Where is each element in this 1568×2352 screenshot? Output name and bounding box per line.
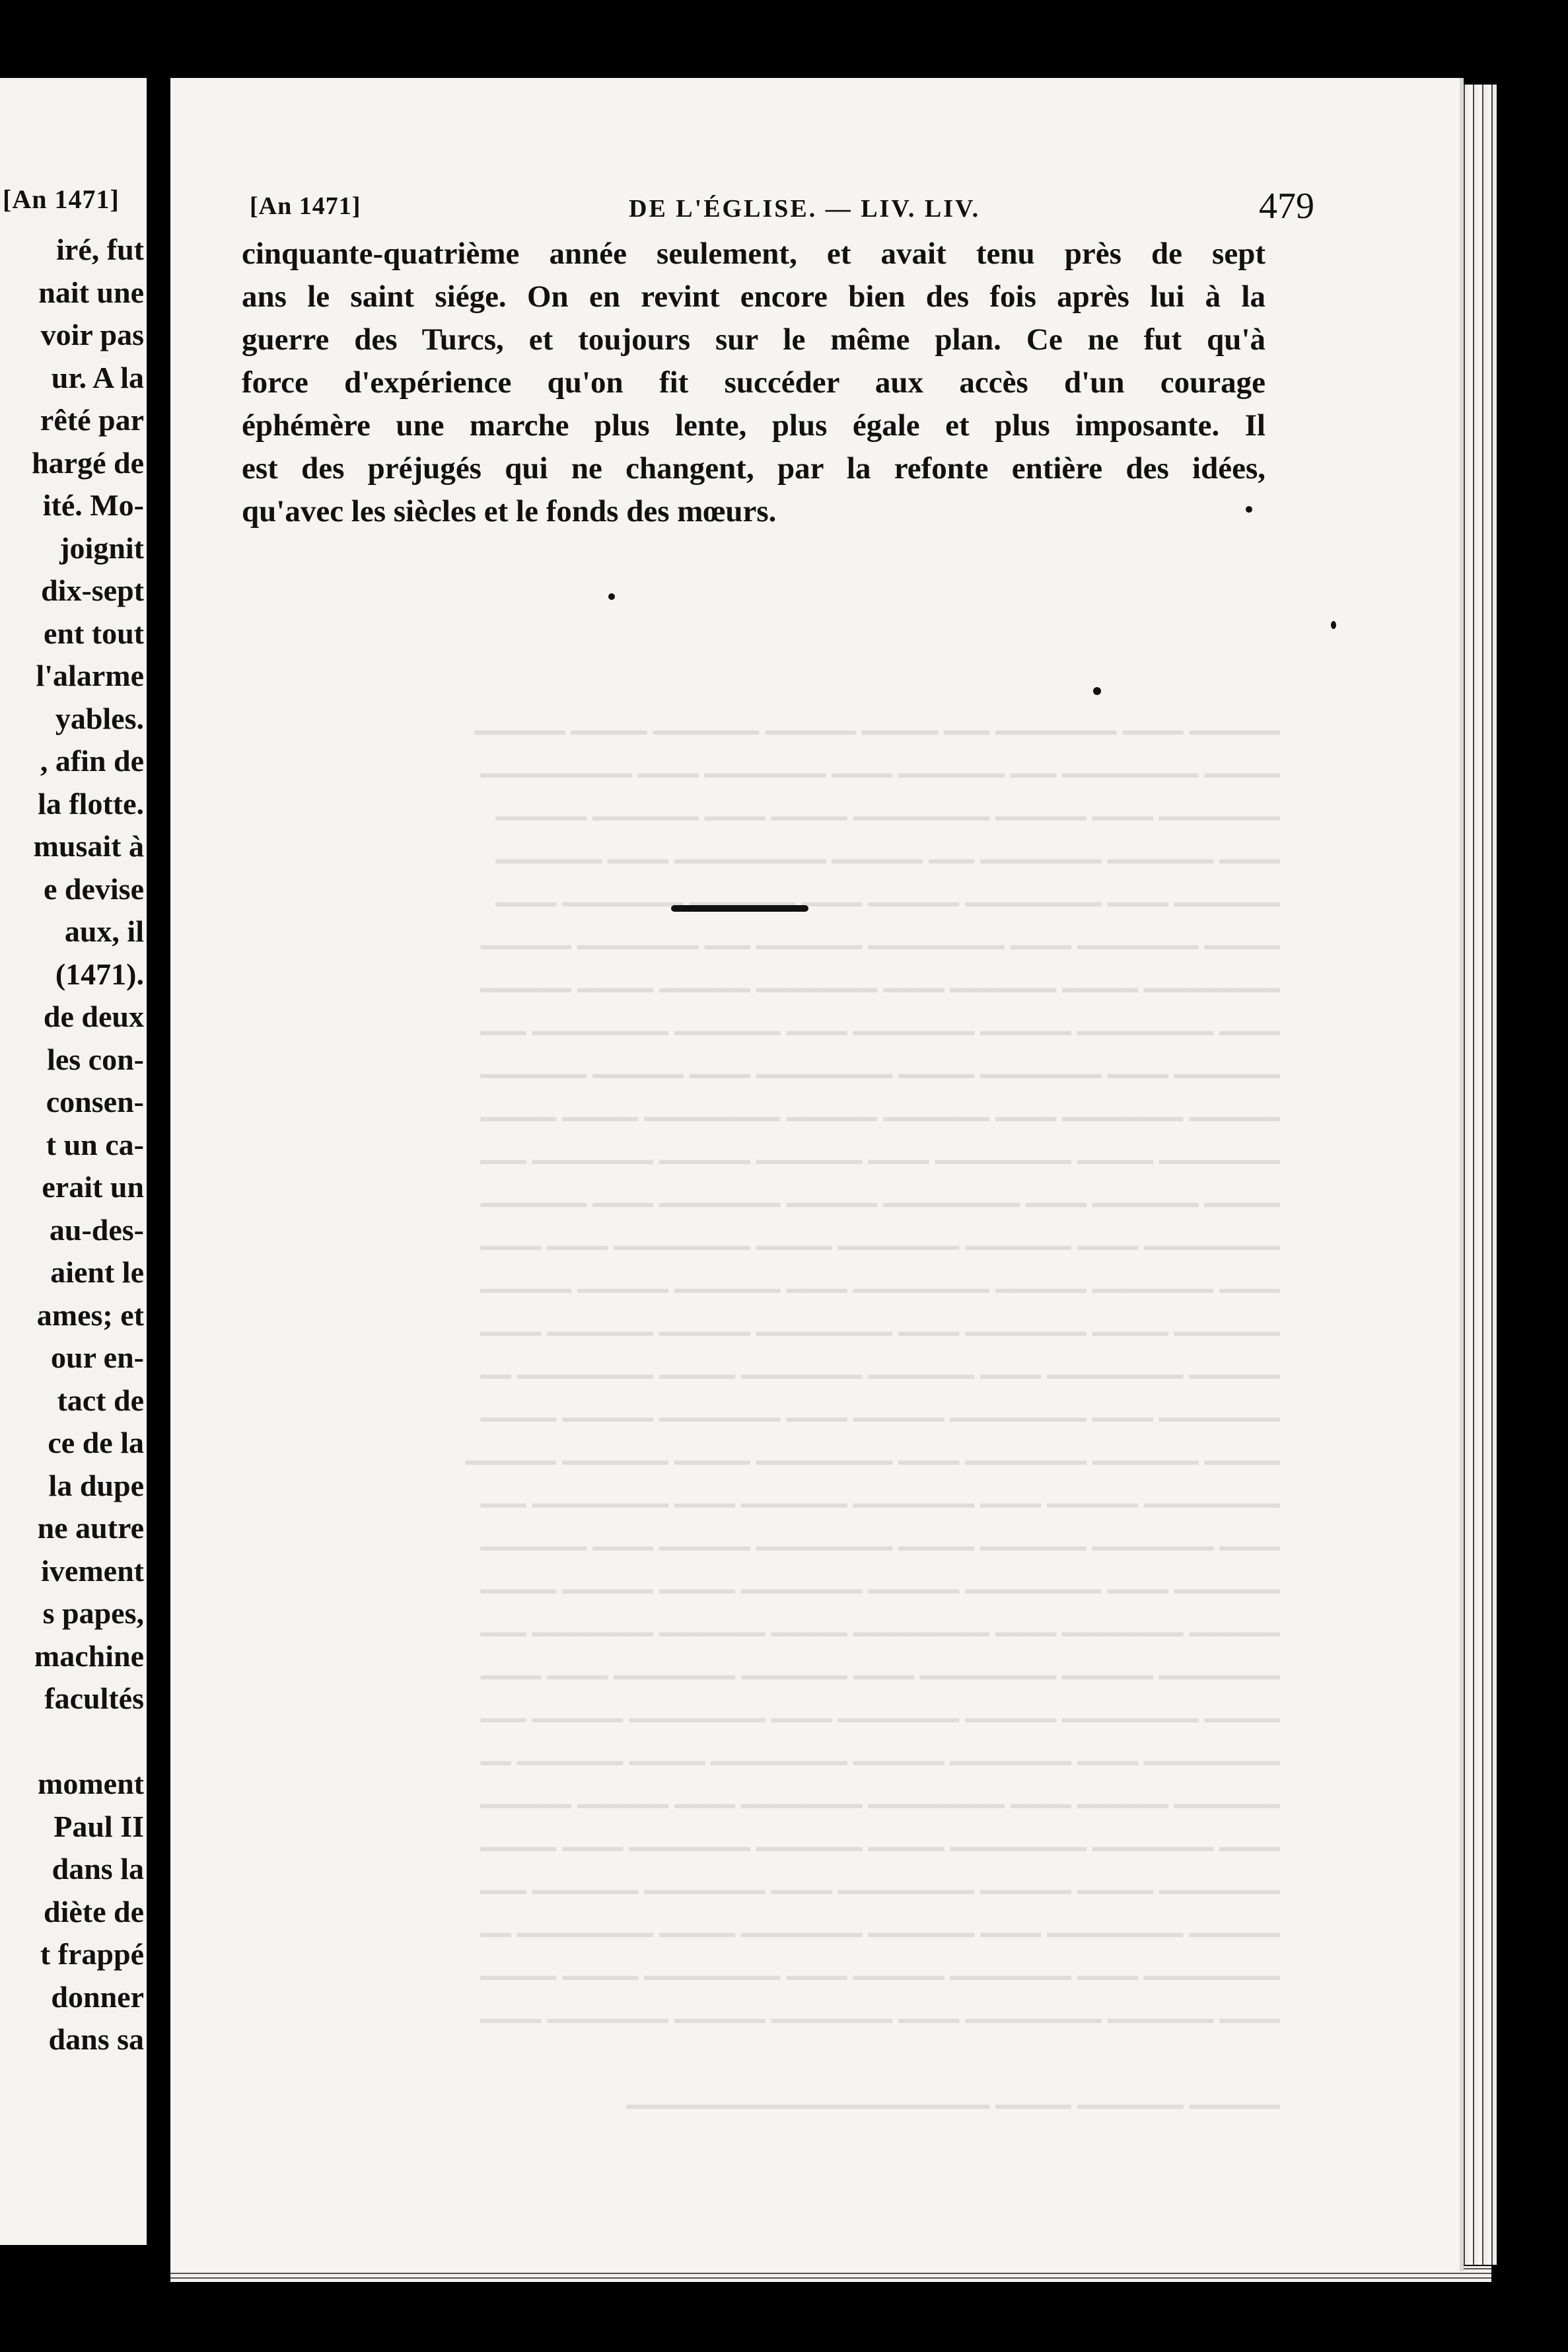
left-text-line: (1471). <box>55 957 144 991</box>
left-text-line: ivement <box>41 1553 144 1588</box>
text-line: force d'expérience qu'on fit succéder aux accès d'un courage <box>242 365 1265 400</box>
left-text-line: la flotte. <box>38 786 144 821</box>
running-head-title: DE L'ÉGLISE. — LIV. LIV. <box>629 195 981 223</box>
left-text-line: , afin de <box>40 744 144 778</box>
text-line: cinquante-quatrième année seulement, et avait tenu près de sept <box>242 237 1265 271</box>
left-text-line: s papes, <box>42 1596 144 1630</box>
left-text-line: donner <box>51 1979 144 2014</box>
left-text-line: moment <box>38 1767 144 1800</box>
text-line: éphémère une marche plus lente, plus égale et plus imposante. Il <box>242 408 1265 443</box>
left-text-line: la dupe <box>48 1468 144 1502</box>
left-text-line: ité. Mo- <box>42 488 144 522</box>
page-number: 479 <box>1259 186 1314 227</box>
text-line: ans le saint siége. On en revint encore bien des fois après lui à la <box>242 279 1265 314</box>
left-text-line: iré, fut <box>56 233 144 266</box>
left-text-line: tact de <box>57 1383 144 1417</box>
left-text-line: ce de la <box>48 1426 144 1459</box>
left-text-line: erait un <box>42 1170 144 1204</box>
left-text-line: dans la <box>52 1852 144 1886</box>
stray-mark <box>1246 506 1252 513</box>
left-text-line: hargé de <box>32 445 144 480</box>
left-text-line: our en- <box>51 1341 144 1374</box>
left-text-line: ne autre <box>37 1511 144 1545</box>
left-text-line: nait une <box>38 275 144 309</box>
left-text-line: t un ca- <box>46 1127 144 1161</box>
left-text-line: joignit <box>59 531 144 565</box>
left-text-line: aient le <box>50 1255 144 1289</box>
left-text-line: e devise <box>43 871 144 906</box>
left-text-line: Paul II <box>53 1809 144 1843</box>
left-text-line: au-des- <box>49 1212 144 1247</box>
stray-mark <box>1331 621 1336 629</box>
left-text-line: de deux <box>43 1000 144 1033</box>
left-page-fragment <box>0 78 147 2245</box>
body-text <box>242 233 1265 533</box>
left-text-line: t frappé <box>40 1937 144 1971</box>
left-text-line: ent tout <box>43 616 144 650</box>
left-running-head: [An 1471] <box>3 184 120 214</box>
left-text-line: voir pas <box>40 318 144 351</box>
left-text-line: yables. <box>55 701 144 735</box>
running-head-year: [An 1471] <box>250 192 361 220</box>
stray-mark <box>1093 687 1101 695</box>
left-text-line <box>0 1720 144 1763</box>
main-page <box>170 78 1464 2271</box>
text-line: guerre des Turcs, et toujours sur le même plan. Ce ne fut qu'à <box>242 322 1265 357</box>
left-text-line: consen- <box>46 1085 144 1119</box>
left-text-line: rêté par <box>40 403 144 437</box>
left-text-line: diète de <box>43 1894 144 1929</box>
left-text-line: ames; et <box>36 1298 144 1332</box>
left-text-line: l'alarme <box>36 659 144 692</box>
left-text-line: dix-sept <box>41 573 144 607</box>
text-line: est des préjugés qui ne changent, par la refonte entière des idées, <box>242 451 1265 486</box>
left-text-line: les con- <box>47 1042 144 1076</box>
stray-mark <box>608 593 615 600</box>
left-text-line: machine <box>34 1638 144 1673</box>
bleed-through-texture: ━━━━━━ ━━━━ ━━━━━━━━ ━━━ ━━━━━ ━━━━━━ ━━━━━━━ ━━━━━ ━━━━━━ ━━━━━ ━━━━━━━━━ ━━━ ━━━━━━━ ━━━━ ━━━━━━━━ ━━━━ ━━━━━━━━━━ ━━━━━━━━ ━━━━ ━━━━━━ ━━━━━━━━━ ━━━━━ ━━━━ ━━━━━━━ ━━━━━━ ━━━━ ━━━━━━━ ━━━━━━━━ ━━━ ━━━━━━ ━━━━━━━━━━ ━━━━ ━━━━━━━ ━━━━━━━ ━━━━ ━━━━━━━━━ ━━━━━━ ━━━━ ━━━━━━━ ━━━━━━━━ ━━━━ ━━━━━ ━━━━━━━━ ━━━━ ━━━━━━━━━ ━━━━━━━ ━━━ ━━━━━━━━ ━━━━━━ ━━━━━━━━━ ━━━━━ ━━━━━━━ ━━━━ ━━━━━━━━ ━━━━━━ ━━━━━ ━━━━━━ ━━━━ ━━━━━━━━━ ━━━━━━ ━━━━━━━━ ━━━━ ━━━━━━━ ━━━━━━━━━ ━━━ ━━━━━━━ ━━━━ ━━━━━━━━ ━━━━━ ━━━━━━━━━ ━━━━ ━━━━━━ ━━━━━━━ ━━━━━━ ━━━━━━━━ ━━━━ ━━━━━━━ ━━━━━━ ━━━━━━━━━ ━━━━━ ━━━━━ ━━━━━━━━ ━━━━━ ━━━━━━━━━ ━━━━ ━━━━━━━ ━━━━━━ ━━━━━━━━ ━━━ ━━━━━ ━━━━━━━ ━━━━ ━━━━━━━━━ ━━━━━━ ━━━━━━━━ ━━━━ ━━━━━━━ ━━━━━━━━━ ━━━━ ━━━━━━━ ━━━━━━━━ ━━━━━ ━━━━━━━━━ ━━━━ ━━━━ ━━━━ ━━━━━━━━ ━━━━━━ ━━━━━━━━━ ━━━━ ━━━━━━━ ━━━━━━ ━━━━━━ ━━━━━━━ ━━━━━ ━━━━━━━━ ━━━━ ━━━━━━━━━ ━━━━━━ ━━━━━━━ ━━━━ ━━━━━━ ━━━━━━━━━ ━━━━ ━━━━━━━ ━━━━━━━━ ━━━━━ ━━━━━━━━━ ━━ ━━━━━━━━ ━━━━ ━━━━━━━━━ ━━━━━━ ━━━━ ━━━━━━━━ ━━━━━━ ━━━━━ ━━━━━ ━━━━━━━ ━━━━━━━━ ━━━━ ━━━━━━━━━ ━━━━━ ━━━━━━━ ━━━━━━ ━━━━━━━━━ ━━━━━━ ━━━━ ━━━━━━━━ ━━━━━━━ ━━━━ ━━━━━━━━━ ━━━ ━━━━ ━━━━━━━━ ━━━━━━━ ━━━━━ ━━━━━━━━━ ━━━━━━ ━━━━ ━━━━━━━ ━━━━━━━ ━━━━ ━━━━━━━━━ ━━━━━━ ━━━━━━━━ ━━━━━ ━━━━━━ ━━━━━ ━━━━━━ ━━━━━━━━ ━━━━ ━━━━━━━━━ ━━━━━ ━━━━━━━ ━━━━━━━━ ━━━ ━━━━━━━━ ━━━━━━ ━━━━━━━━━ ━━━━ ━━━━━━━ ━━━━━━━━ ━━━━ ━━━━ ━━━━━ ━━━━━━━━━ ━━━━━━ ━━━━━━━━ ━━━━ ━━━━━━━━━ ━━━━━━ ━━━ ━━━━━━━━━ ━━━━ ━━━━━━━━ ━━━━━━ ━━━━━━━━━ ━━━━━ ━━━━━━━ ━━ ━━━━━━━ ━━━━━━ ━━━━ ━━━━━━━━━ ━━━━━━━━ ━━━━ ━━━━━━ ━━━━━━ ━━━━ ━━━━━━━━ ━━━━━━━━━ ━━━━━ ━━━━━━━ ━━━━━━━━ ━━━━ ━━━━━ ━━━━━━━━ ━━━━━ ━━━━━━ ━━━━━━━━━ ━━━━ ━━━━━━━━ ━━━━━━━ ━━━ ━━━━━━ ━━━━━━━━━ ━━━━ ━━━━━━━ ━━━━━━━━ ━━━━━ ━━━━━━━━━ ━━ ━━━━━━━━━ ━━━━ ━━━━━━━━ ━━━━━━ ━━━━ ━━━━━━━━━ ━━━━━ ━━━━━ ━━━━ ━━━━━━━ ━━━━━━━━━ ━━━━ ━━━━━━━━ ━━━━━━ ━━━━━━━━ ━━━━ ━━━━━━ ━━━━━━━ ━━━━━ ━━━━━━━━━━━━━━━━━━━━━━━━ <box>465 719 1280 2121</box>
running-head <box>250 185 1439 231</box>
left-page-text <box>0 229 144 2061</box>
left-text-line: dans sa <box>48 2022 144 2056</box>
text-line: qu'avec les siècles et le fonds des mœurs. <box>242 494 777 529</box>
left-text-line: facultés <box>44 1681 144 1715</box>
left-text-line: musait à <box>33 829 144 863</box>
left-text-line: aux, il <box>64 914 144 948</box>
left-text-line: ur. A la <box>51 360 144 394</box>
